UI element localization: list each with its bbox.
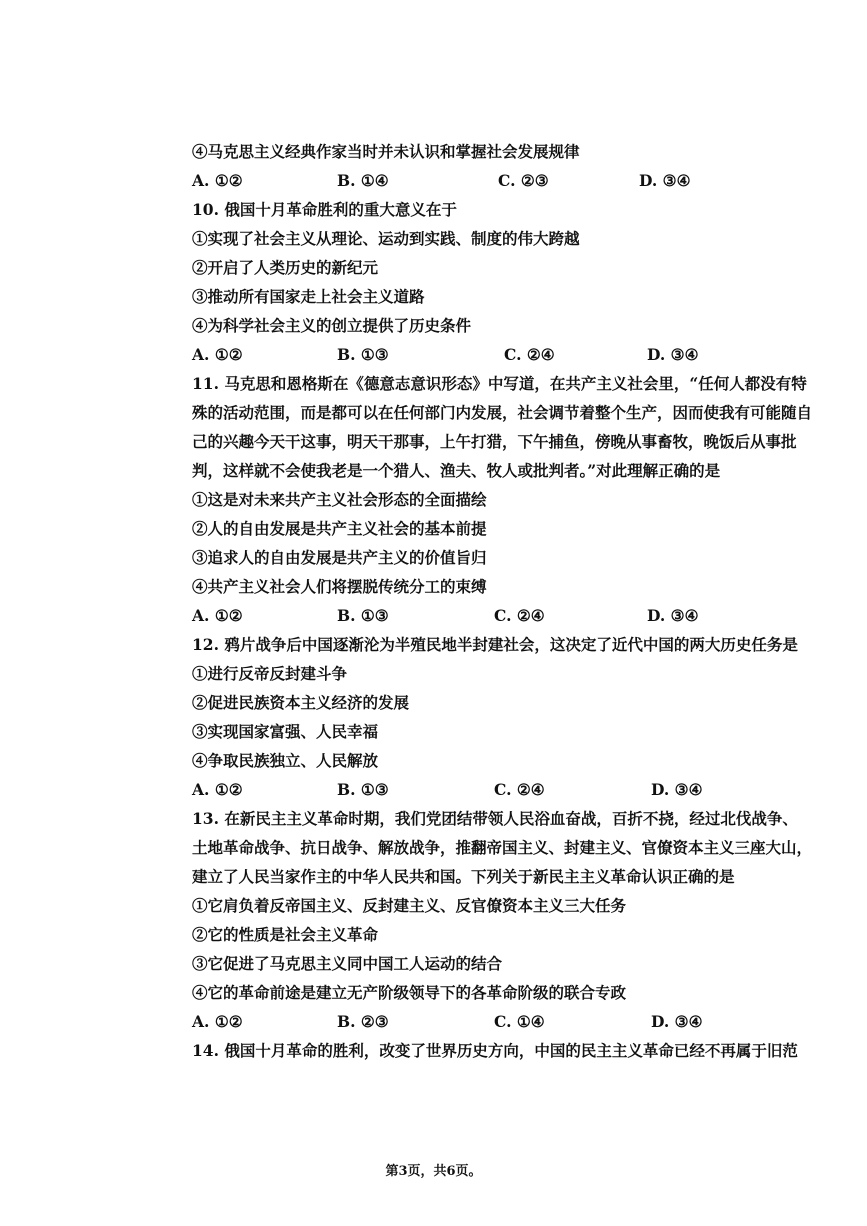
- q13-item-4: ④它的革命前途是建立无产阶级领导下的各革命阶级的联合专政: [192, 983, 627, 1002]
- q11-option-c: C. ②④: [494, 606, 545, 625]
- q13-item-1: ①它肩负着反帝国主义、反封建主义、反官僚资本主义三大任务: [192, 896, 627, 915]
- q10-item-3: ③推动所有国家走上社会主义道路: [192, 287, 425, 306]
- q13-item-3: ③它促进了马克思主义同中国工人运动的结合: [192, 954, 503, 973]
- q13-option-a: A. ①②: [192, 1012, 243, 1031]
- q11-item-1: ①这是对未来共产主义社会形态的全面描绘: [192, 490, 487, 509]
- q12-stem: 12. 鸦片战争后中国逐渐沦为半殖民地半封建社会，这决定了近代中国的两大历史任务是: [192, 635, 798, 654]
- q12-item-4: ④争取民族独立、人民解放: [192, 751, 379, 770]
- q13-option-d: D. ③④: [651, 1012, 703, 1031]
- q11-item-4: ④共产主义社会人们将摆脱传统分工的束缚: [192, 577, 487, 596]
- q10-item-1: ①实现了社会主义从理论、运动到实践、制度的伟大跨越: [192, 229, 580, 248]
- q11-option-a: A. ①②: [192, 606, 243, 625]
- q13-option-c: C. ①④: [494, 1012, 545, 1031]
- q12-option-b: B. ①③: [337, 780, 389, 799]
- q12-item-3: ③实现国家富强、人民幸福: [192, 722, 379, 741]
- q9-option-a: A. ①②: [192, 171, 243, 190]
- q11-option-b: B. ①③: [337, 606, 389, 625]
- q13-stem: 13. 在新民主主义革命时期，我们党团结带领人民浴血奋战，百折不挠，经过北伐战争、土地革命战争、抗日战争、解放战争，推翻帝国主义、封建主义、官僚资本主义三座大山，建立了人民当家作主的中华人民共和国。下列关于新民主主义革命认识正确的是: [192, 809, 813, 886]
- q10-item-4: ④为科学社会主义的创立提供了历史条件: [192, 316, 472, 335]
- q10-option-a: A. ①②: [192, 345, 243, 364]
- q10-option-b: B. ①③: [337, 345, 389, 364]
- q12-item-1: ①进行反帝反封建斗争: [192, 664, 348, 683]
- q13-item-2: ②它的性质是社会主义革命: [192, 925, 379, 944]
- q11-options: [192, 601, 812, 630]
- question-content: [192, 137, 812, 1065]
- q14-stem: 14. 俄国十月革命的胜利，改变了世界历史方向，中国的民主主义革命已经不再属于旧范: [192, 1041, 798, 1060]
- q10-item-2: ②开启了人类历史的新纪元: [192, 258, 379, 277]
- q9-option-b: B. ①④: [337, 171, 389, 190]
- q13-option-b: B. ②③: [337, 1012, 389, 1031]
- q10-option-d: D. ③④: [647, 345, 699, 364]
- q11-stem: 11. 马克思和恩格斯在《德意志意识形态》中写道，在共产主义社会里，“任何人都没有特殊的活动范围，而是都可以在任何部门内发展，社会调节着整个生产，因而使我有可能随自己的兴趣今天干这事，明天干那事，上午打猎，下午捕鱼，傍晚从事畜牧，晚饭后从事批判，这样就不会使我老是一个猎人、渔夫、牧人或批判者。”对此理解正确的是: [192, 374, 813, 480]
- q9-item-4: ④马克思主义经典作家当时并未认识和掌握社会发展规律: [192, 142, 580, 161]
- q10-option-c: C. ②④: [504, 345, 555, 364]
- q9-option-d: D. ③④: [639, 171, 691, 190]
- q11-item-3: ③追求人的自由发展是共产主义的价值旨归: [192, 548, 487, 567]
- q12-item-2: ②促进民族资本主义经济的发展: [192, 693, 410, 712]
- q11-option-d: D. ③④: [647, 606, 699, 625]
- q13-options: [192, 1007, 812, 1036]
- q12-option-c: C. ②④: [494, 780, 545, 799]
- q11-item-2: ②人的自由发展是共产主义社会的基本前提: [192, 519, 487, 538]
- q9-options: [192, 166, 812, 195]
- q10-stem: 10. 俄国十月革命胜利的重大意义在于: [192, 200, 457, 219]
- q9-option-c: C. ②③: [498, 171, 549, 190]
- q10-options: [192, 340, 812, 369]
- q12-options: [192, 775, 812, 804]
- q12-option-a: A. ①②: [192, 780, 243, 799]
- q12-option-d: D. ③④: [651, 780, 703, 799]
- page-footer: 第3页，共6页。: [385, 1164, 482, 1179]
